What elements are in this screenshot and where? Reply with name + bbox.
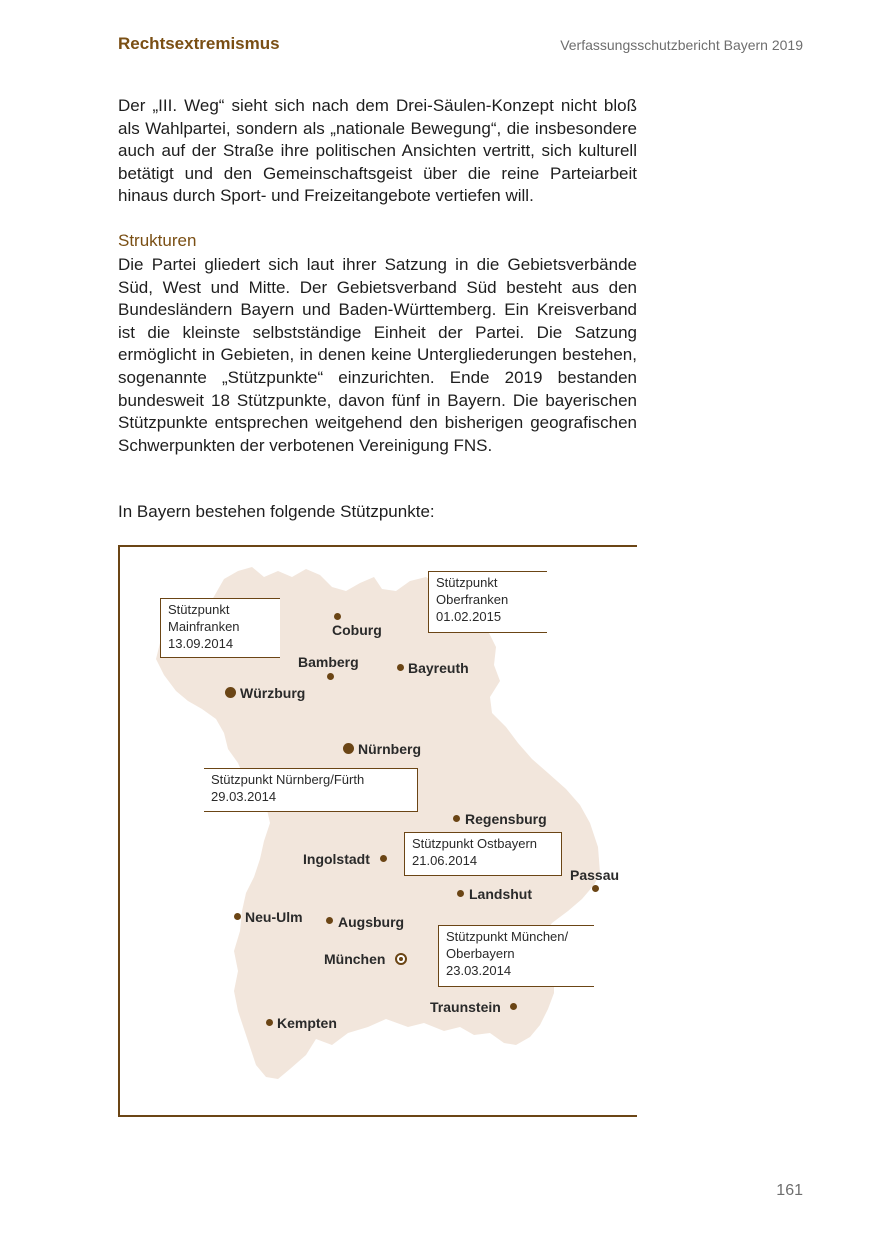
base-oberfranken-line-2: Oberfranken <box>436 592 509 607</box>
passau-marker <box>592 885 599 892</box>
city-label-passau: Passau <box>570 867 620 883</box>
city-label-coburg: Coburg <box>332 622 382 638</box>
base-box-ostbayern <box>404 832 562 876</box>
ingolstadt-marker <box>380 855 387 862</box>
base-nuernberg-fuerth-line-2: 29.03.2014 <box>211 789 277 804</box>
section-title: Rechtsextremismus <box>118 34 280 53</box>
map-intro-text: In Bayern bestehen folgende Stützpunkte: <box>118 502 435 521</box>
base-oberfranken-line-1: Stützpunkt <box>436 575 498 590</box>
city-label-wuerzburg: Würzburg <box>240 685 306 701</box>
bavaria-map <box>118 545 637 1117</box>
city-label-bayreuth: Bayreuth <box>408 660 469 676</box>
city-label-nuernberg: Nürnberg <box>358 741 421 757</box>
base-muenchen-oberbayern-line-2: Oberbayern <box>446 946 515 961</box>
city-label-ingolstadt: Ingolstadt <box>303 851 370 867</box>
city-label-regensburg: Regensburg <box>465 811 547 827</box>
structures-paragraph: Die Partei gliedert sich laut ihrer Satzung in die Gebietsverbände Süd, West und Mitte. Der Gebietsverband Süd besteht aus den Bundesländern Bayern und Baden-Württemberg. Ein Kreisverband ist die kleinste selbstständige Einheit der Partei. Die Satzung ermöglicht in Gebieten, in denen keine Untergliederungen bestehen, sogenannte „Stützpunkte“ einzurichten. Ende 2019 bestanden bundesweit 18 Stützpunkte, davon fünf in Bayern. Die bayerischen Stützpunkte entsprechen weitgehend den bisherigen geografischen Schwerpunkten der verbotenen Vereinigung FNS. <box>118 255 637 455</box>
city-label-muenchen: München <box>324 951 386 967</box>
city-label-traunstein: Traunstein <box>430 999 501 1015</box>
base-mainfranken-line-2: Mainfranken <box>168 619 240 634</box>
bamberg-marker <box>327 673 334 680</box>
kempten-marker <box>266 1019 273 1026</box>
city-label-neu-ulm: Neu-Ulm <box>245 909 303 925</box>
nuernberg-marker <box>343 743 354 754</box>
base-box-nuernberg-fuerth <box>204 768 418 812</box>
base-oberfranken-line-3: 01.02.2015 <box>436 609 502 624</box>
base-box-mainfranken <box>160 598 280 658</box>
base-ostbayern-line-1: Stützpunkt Ostbayern <box>412 836 538 851</box>
neu-ulm-marker <box>234 913 241 920</box>
capital-marker-muenchen <box>395 953 407 965</box>
base-box-oberfranken <box>428 571 547 633</box>
page-number: 161 <box>776 1182 803 1199</box>
base-muenchen-oberbayern-line-1: Stützpunkt München/ <box>446 929 569 944</box>
city-label-bamberg: Bamberg <box>298 654 359 670</box>
bayreuth-marker <box>397 664 404 671</box>
intro-paragraph: Der „III. Weg“ sieht sich nach dem Drei-Säulen-Konzept nicht bloß als Wahlpartei, sondern als „nationale Bewegung“, die insbesondere auch auf der Straße ihre politischen Ansichten vertritt, sich kulturell betätigt und den Gemeinschaftsgeist über die reine Parteiarbeit hinaus durch Sport- und Freizeitangebote vertiefen will. <box>118 96 637 206</box>
base-mainfranken-line-3: 13.09.2014 <box>168 636 234 651</box>
base-box-muenchen-oberbayern <box>438 925 594 987</box>
coburg-marker <box>334 613 341 620</box>
augsburg-marker <box>326 917 333 924</box>
landshut-marker <box>457 890 464 897</box>
traunstein-marker <box>510 1003 517 1010</box>
base-ostbayern-line-2: 21.06.2014 <box>412 853 478 868</box>
city-label-augsburg: Augsburg <box>338 914 405 930</box>
base-muenchen-oberbayern-line-3: 23.03.2014 <box>446 963 512 978</box>
city-label-kempten: Kempten <box>277 1015 337 1031</box>
wuerzburg-marker <box>225 687 236 698</box>
report-title: Verfassungsschutzbericht Bayern 2019 <box>560 37 803 53</box>
city-label-landshut: Landshut <box>469 886 532 902</box>
regensburg-marker <box>453 815 460 822</box>
base-nuernberg-fuerth-line-1: Stützpunkt Nürnberg/Fürth <box>211 772 365 787</box>
structures-heading: Strukturen <box>118 231 197 250</box>
base-mainfranken-line-1: Stützpunkt <box>168 602 230 617</box>
